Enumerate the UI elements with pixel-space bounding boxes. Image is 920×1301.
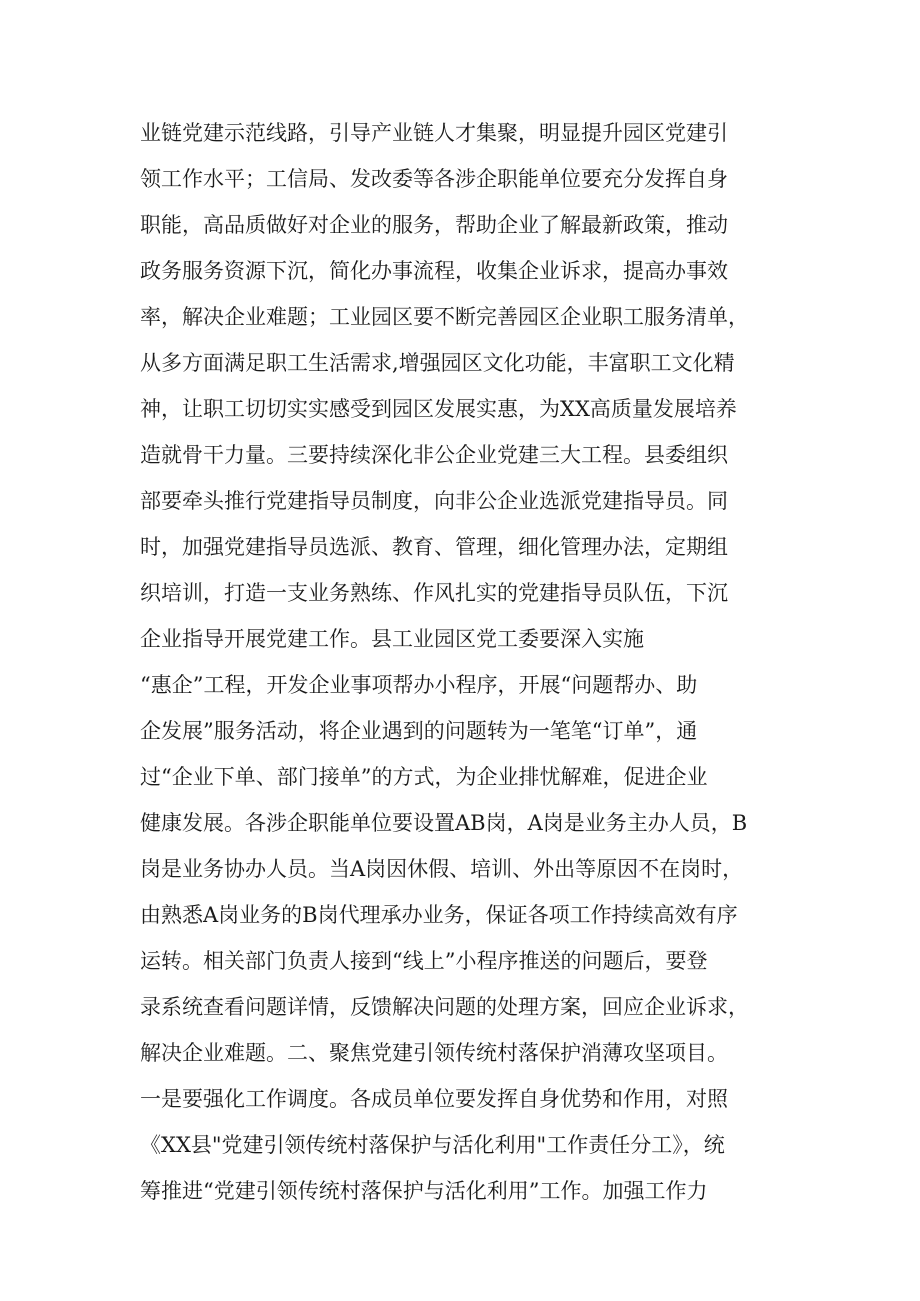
text-line: 神，让职工切切实实感受到园区发展实惠，为XX高质量发展培养: [140, 397, 737, 421]
text-line: 领工作水平；工信局、发改委等各涉企职能单位要充分发挥自身: [140, 167, 728, 191]
text-line: 一是要强化工作调度。各成员单位要发挥自身优势和作用，对照: [140, 1087, 728, 1111]
text-line: 企业指导开展党建工作。县工业园区党工委要深入实施: [140, 627, 644, 651]
text-line: 率，解决企业难题；工业园区要不断完善园区企业职工服务清单，: [140, 305, 749, 329]
text-line: “惠企”工程，开发企业事项帮办小程序，开展“问题帮办、助: [140, 673, 698, 697]
text-line: 《XX县"党建引领传统村落保护与活化利用"工作责任分工》，统: [140, 1133, 725, 1157]
text-line: 岗是业务协办人员。当A岗因休假、培训、外出等原因不在岗时，: [140, 857, 744, 881]
text-line: 运转。相关部门负责人接到“线上”小程序推送的问题后，要登: [140, 949, 708, 973]
text-line: 录系统查看问题详情，反馈解决问题的处理方案，回应企业诉求，: [140, 995, 749, 1019]
text-line: 由熟悉A岗业务的B岗代理承办业务，保证各项工作持续高效有序: [140, 903, 738, 927]
text-line: 从多方面满足职工生活需求,增强园区文化功能，丰富职工文化精: [140, 351, 735, 375]
text-line: 造就骨干力量。三要持续深化非公企业党建三大工程。县委组织: [140, 443, 728, 467]
text-line: 政务服务资源下沉，简化办事流程，收集企业诉求，提高办事效: [140, 259, 728, 283]
text-line: 健康发展。各涉企职能单位要设置AB岗，A岗是业务主办人员，B: [140, 811, 748, 835]
text-line: 职能，高品质做好对企业的服务，帮助企业了解最新政策，推动: [140, 213, 728, 237]
text-line: 解决企业难题。二、聚焦党建引领传统村落保护消薄攻坚项目。: [140, 1041, 728, 1065]
text-line: 时，加强党建指导员选派、教育、管理，细化管理办法，定期组: [140, 535, 728, 559]
text-line: 织培训，打造一支业务熟练、作风扎实的党建指导员队伍，下沉: [140, 581, 728, 605]
body-text: [140, 110, 800, 1214]
text-line: 企发展”服务活动，将企业遇到的问题转为一笔笔“订单”，通: [140, 719, 698, 743]
text-line: 过“企业下单、部门接单”的方式，为企业排忧解难，促进企业: [140, 765, 708, 789]
text-line: 业链党建示范线路，引导产业链人才集聚，明显提升园区党建引: [140, 121, 728, 145]
text-line: 部要牵头推行党建指导员制度，向非公企业选派党建指导员。同: [140, 489, 728, 513]
text-line: 筹推进“党建引领传统村落保护与活化利用”工作。加强工作力: [140, 1179, 708, 1203]
